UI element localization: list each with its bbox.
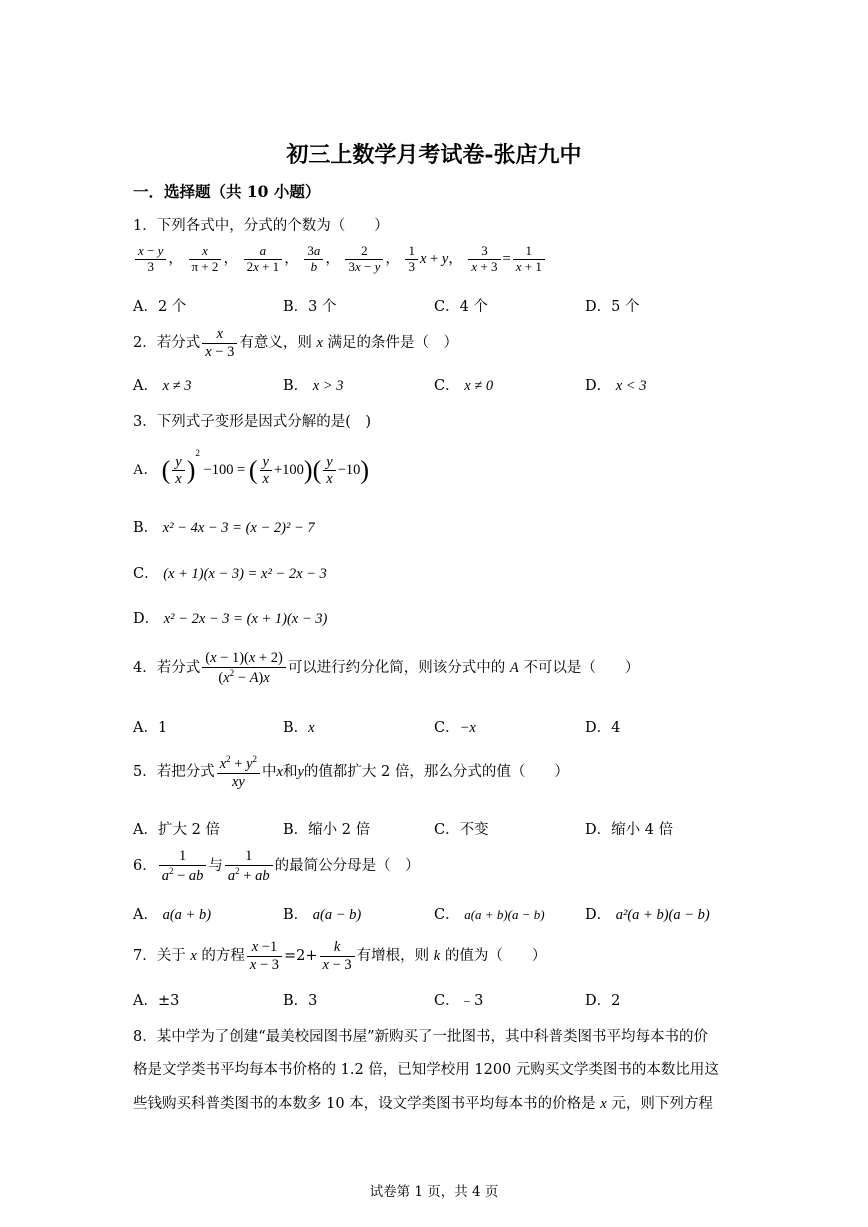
- q6-option-d: D． a²(a + b)(a − b): [585, 907, 710, 923]
- q1-stem: 1．下列各式中，分式的个数为（ ）: [133, 218, 389, 234]
- q7-option-a: A．±3: [133, 993, 180, 1009]
- q6-stem: 6． $\frac{1}{a^2 - ab}$ 与 $\frac{1}{a^2 + ab}$ 的最简公分母是（ ）: [133, 848, 420, 884]
- q4-stem: 4．若分式 $\frac{(x - 1)(x + 2)}{(x^2 - A)x}$ 可以进行约分化简，则该分式中的 A 不可以是（ ）: [133, 650, 640, 686]
- q5-stem: 5．若把分式 $\frac{x^2 + y^2}{xy}$ 中x和y的值都扩大 2 倍，那么分式的值（ ）: [133, 754, 569, 790]
- section-heading: 一．选择题（共 10 小题）: [133, 182, 321, 201]
- q7-option-b: B．3: [283, 993, 318, 1009]
- q5-option-d: D．缩小 4 倍: [585, 822, 674, 838]
- q2-option-d: D． x < 3: [585, 378, 647, 394]
- q6-option-c: C． a(a + b)(a − b): [434, 907, 545, 923]
- q3-option-a: A． ( $\frac{y}{x}$ )$^2$ −100 = ( $\frac{y}{x}$ +100)( $\frac{y}{x}$ −10): [133, 448, 370, 488]
- q7-option-d: D．2: [585, 993, 621, 1009]
- q6-option-b: B． a(a − b): [283, 907, 362, 923]
- q3-option-c: C． (x + 1)(x − 3) = x² − 2x − 3: [133, 566, 327, 582]
- q5-option-b: B．缩小 2 倍: [283, 822, 371, 838]
- page-footer: 试卷第 1 页，共 4 页: [369, 1184, 499, 1200]
- q3-option-d: D． x² − 2x − 3 = (x + 1)(x − 3): [133, 611, 328, 627]
- q3-stem: 3．下列式子变形是因式分解的是( ): [133, 414, 372, 430]
- q1-option-d: D．5 个: [585, 299, 640, 315]
- q5-option-c: C．不变: [434, 822, 489, 838]
- page-title: 初三上数学月考试卷-张店九中: [286, 142, 582, 168]
- q7-stem: 7．关于 x 的方程 $\frac{x -1}{x - 3}$ =2+ $\frac{k}{x - 3}$ 有增根，则 k 的值为（ ）: [133, 939, 547, 973]
- q2-option-a: A． x ≠ 3: [133, 378, 192, 394]
- q4-option-c: C．−x: [434, 720, 476, 736]
- q8-line-3: 些钱购买科普类图书的本数多 10 本，设文学类图书平均每本书的价格是 x 元，则下列方程: [133, 1096, 713, 1112]
- q1-option-c: C．4 个: [434, 299, 488, 315]
- q1-expressions: $\frac{x - y}{3}$ ， $\frac{x}{\pi + 2}$ ， $\frac{a}{2x + 1}$ ， $\frac{3a}{b}$ ， $\frac{2}{3x - y}$ ， $\frac{1}{3}$ x + y， $\frac{3}{x + 3}$ = $\frac{1}{x + 1}$: [133, 244, 547, 275]
- q4-option-a: A．1: [133, 720, 168, 736]
- q8-line-1: 8．某中学为了创建“最美校园图书屋”新购买了一批图书，其中科普类图书平均每本书的价: [133, 1029, 709, 1045]
- q7-option-c: C．﹣3: [434, 993, 484, 1009]
- q2-stem: 2．若分式 $\frac{x}{x - 3}$ 有意义，则 x 满足的条件是（ ）: [133, 326, 459, 360]
- q5-option-a: A．扩大 2 倍: [133, 822, 220, 838]
- q8-line-2: 格是文学类书平均每本书价格的 1.2 倍，已知学校用 1200 元购买文学类图书的本数比用这: [133, 1062, 719, 1078]
- q6-option-a: A． a(a + b): [133, 907, 212, 923]
- q1-option-b: B．3 个: [283, 299, 337, 315]
- q2-option-b: B． x > 3: [283, 378, 344, 394]
- q4-option-d: D．4: [585, 720, 621, 736]
- q3-option-b: B． x² − 4x − 3 = (x − 2)² − 7: [133, 520, 315, 536]
- q2-option-c: C． x ≠ 0: [434, 378, 494, 394]
- q4-option-b: B．x: [283, 720, 315, 736]
- q1-option-a: A．2 个: [133, 299, 187, 315]
